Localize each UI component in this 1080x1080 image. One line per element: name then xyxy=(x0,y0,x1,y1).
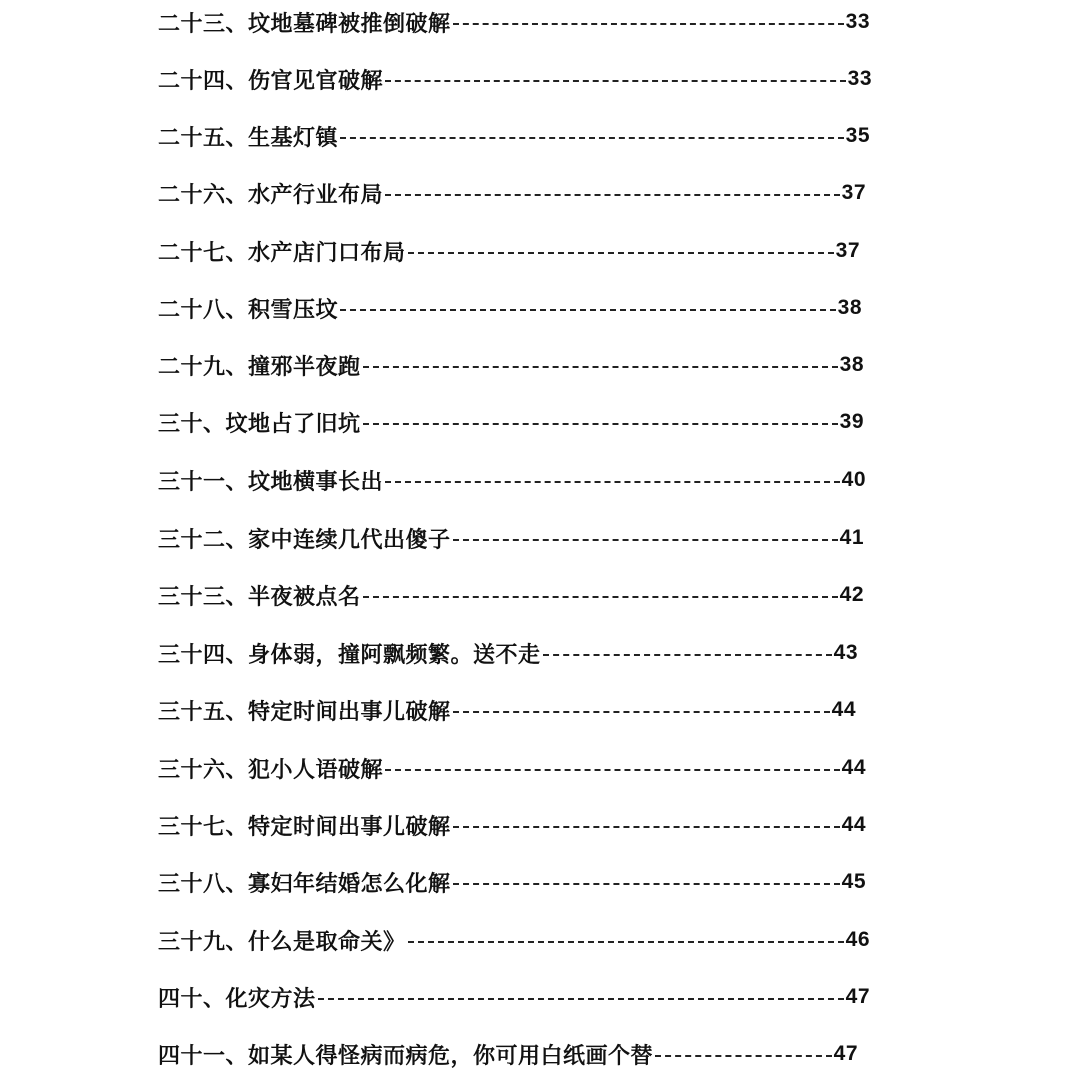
toc-entry xyxy=(158,1034,858,1074)
dotted-leader xyxy=(385,194,840,196)
toc-entry xyxy=(158,805,866,845)
dotted-leader xyxy=(385,481,840,483)
toc-entry-page: 37 xyxy=(835,239,860,262)
dotted-leader xyxy=(385,80,846,82)
toc-entry-page: 38 xyxy=(839,353,864,376)
toc-entry-page: 43 xyxy=(833,641,858,664)
toc-entry xyxy=(158,2,870,42)
toc-entry-title: 二十八、积雪压坟 xyxy=(158,297,339,323)
dotted-leader xyxy=(453,539,838,541)
dotted-leader xyxy=(340,137,844,139)
toc-entry xyxy=(158,59,872,99)
toc-entry xyxy=(158,460,866,500)
dotted-leader xyxy=(340,309,836,311)
toc-entry-page: 44 xyxy=(841,813,866,836)
toc-entry-page: 40 xyxy=(841,468,866,491)
toc-entry xyxy=(158,862,866,902)
toc-entry xyxy=(158,402,864,442)
toc-entry-title: 三十五、特定时间出事儿破解 xyxy=(158,699,451,725)
toc-entry-page: 47 xyxy=(833,1042,858,1065)
dotted-leader xyxy=(408,941,844,943)
toc-entry-title: 二十三、坟地墓碑被推倒破解 xyxy=(158,11,451,37)
toc-entry-page: 33 xyxy=(845,10,870,33)
dotted-leader xyxy=(453,883,840,885)
toc-entry-title: 三十七、特定时间出事儿破解 xyxy=(158,814,451,840)
toc-entry xyxy=(158,518,864,558)
toc-entry-title: 四十一、如某人得怪病而病危，你可用白纸画个替 xyxy=(158,1043,654,1069)
toc-entry-title: 二十七、水产店门口布局 xyxy=(158,240,406,266)
toc-entry-page: 33 xyxy=(847,67,872,90)
toc-entry-page: 46 xyxy=(845,928,870,951)
dotted-leader xyxy=(453,711,830,713)
toc-entry xyxy=(158,575,864,615)
toc-entry-page: 39 xyxy=(839,410,864,433)
toc-entry-title: 三十三、半夜被点名 xyxy=(158,584,361,610)
toc-entry-page: 37 xyxy=(841,181,866,204)
toc-entry-title: 三十六、犯小人语破解 xyxy=(158,757,384,783)
toc-entry xyxy=(158,690,856,730)
toc-entry-page: 44 xyxy=(831,698,856,721)
toc-entry xyxy=(158,633,858,673)
toc-entry xyxy=(158,173,866,213)
toc-entry-page: 38 xyxy=(837,296,862,319)
toc-entry-title: 三十九、什么是取命关》 xyxy=(158,929,406,955)
toc-entry-title: 三十二、家中连续几代出傻子 xyxy=(158,527,451,553)
dotted-leader xyxy=(385,769,840,771)
toc-entry-page: 44 xyxy=(841,756,866,779)
dotted-leader xyxy=(453,23,844,25)
toc-entry-page: 35 xyxy=(845,124,870,147)
toc-entry-title: 二十九、撞邪半夜跑 xyxy=(158,354,361,380)
toc-entry-title: 三十、坟地占了旧坑 xyxy=(158,411,361,437)
toc-entry-title: 三十一、坟地横事长出 xyxy=(158,469,384,495)
toc-entry-title: 二十四、伤官见官破解 xyxy=(158,68,384,94)
toc-entry-title: 四十、化灾方法 xyxy=(158,986,316,1012)
dotted-leader xyxy=(543,654,832,656)
dotted-leader xyxy=(655,1055,832,1057)
toc-entry xyxy=(158,116,870,156)
toc-entry-title: 三十八、寡妇年结婚怎么化解 xyxy=(158,871,451,897)
dotted-leader xyxy=(453,826,840,828)
toc-entry-page: 47 xyxy=(845,985,870,1008)
dotted-leader xyxy=(363,423,838,425)
toc-entry-page: 45 xyxy=(841,870,866,893)
dotted-leader xyxy=(363,366,838,368)
toc-entry xyxy=(158,920,870,960)
dotted-leader xyxy=(318,998,844,1000)
toc-entry-title: 二十五、生基灯镇 xyxy=(158,125,339,151)
toc-entry-page: 41 xyxy=(839,526,864,549)
toc-entry xyxy=(158,231,860,271)
toc-entry xyxy=(158,977,870,1017)
toc-entry-title: 三十四、身体弱，撞阿飘频繁。送不走 xyxy=(158,642,541,668)
dotted-leader xyxy=(363,596,838,598)
toc-entry-title: 二十六、水产行业布局 xyxy=(158,182,384,208)
toc-entry xyxy=(158,345,864,385)
toc-entry xyxy=(158,748,866,788)
toc-entry xyxy=(158,288,862,328)
dotted-leader xyxy=(408,252,834,254)
toc-entry-page: 42 xyxy=(839,583,864,606)
